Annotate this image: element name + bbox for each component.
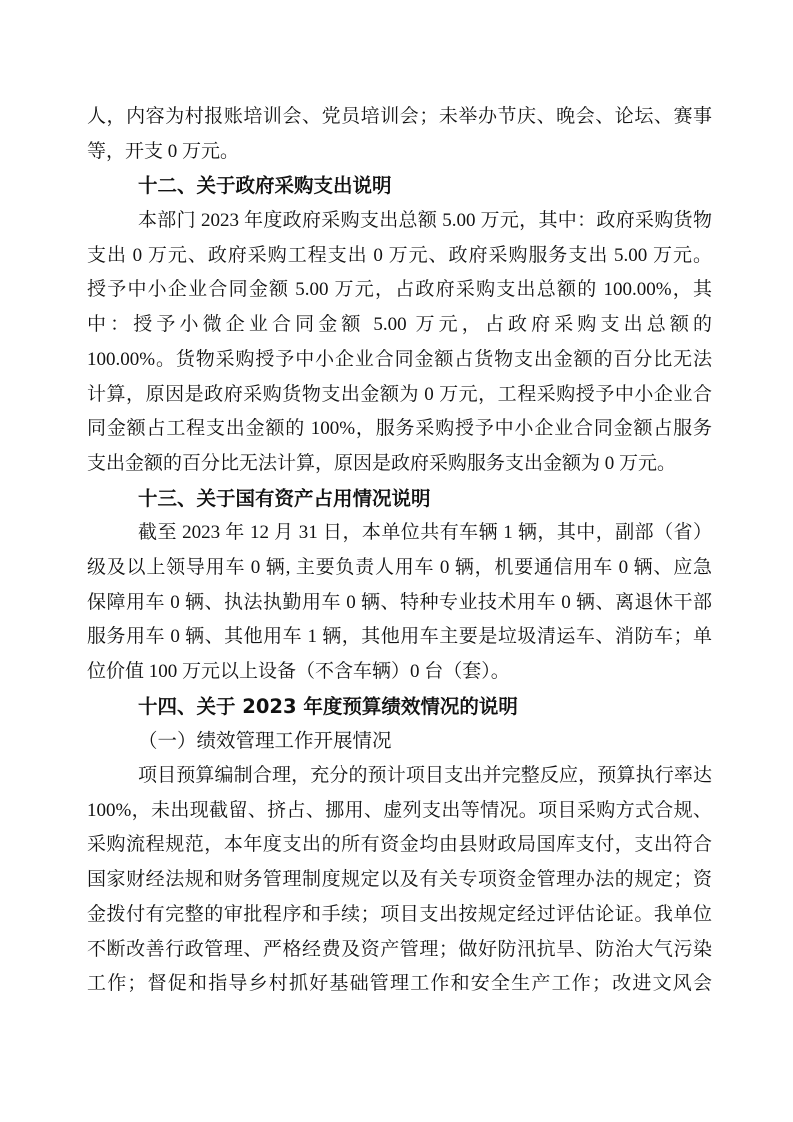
body-line: 位价值 100 万元以上设备（不含车辆）0 台（套）。 [87, 661, 510, 682]
section-heading-14: 十四、关于 2023 年度预算绩效情况的说明 [138, 694, 518, 718]
body-line: 中：授予小微企业合同金额 5.00 万元，占政府采购支出总额的 [87, 314, 712, 336]
section-heading-12: 十二、关于政府采购支出说明 [138, 174, 392, 198]
body-line: 项目预算编制合理，充分的预计项目支出并完整反应，预算执行率达 [138, 765, 712, 787]
body-line: 支出金额的百分比无法计算，原因是政府采购服务支出金额为 0 万元。 [87, 452, 677, 474]
body-line: 不断改善行政管理、严格经费及资产管理；做好防汛抗旱、防治大气污染 [87, 938, 712, 960]
body-line: 保障用车 0 辆、执法执勤用车 0 辆、特种专业技术用车 0 辆、离退休干部 [87, 591, 712, 613]
body-line: 人，内容为村报账培训会、党员培训会；未举办节庆、晚会、论坛、赛事 [87, 106, 712, 127]
body-line: 100.00%。货物采购授予中小企业合同金额占货物支出金额的百分比无法 [87, 348, 712, 370]
body-line: 国家财经法规和财务管理制度规定以及有关专项资金管理办法的规定；资 [87, 869, 712, 891]
body-line: 级及以上领导用车 0 辆, 主要负责人用车 0 辆，机要通信用车 0 辆、应急 [87, 556, 712, 578]
section-heading-13: 十三、关于国有资产占用情况说明 [138, 486, 431, 510]
body-line: 金拨付有完整的审批程序和手续；项目支出按规定经过评估论证。我单位 [87, 903, 712, 925]
body-line: 计算，原因是政府采购货物支出金额为 0 万元，工程采购授予中小企业合 [87, 383, 712, 405]
body-line: 本部门 2023 年度政府采购支出总额 5.00 万元，其中：政府采购货物 [138, 210, 712, 232]
body-line: 工作；督促和指导乡村抓好基础管理工作和安全生产工作；改进文风会 [87, 973, 712, 995]
body-line: 等，开支 0 万元。 [87, 140, 240, 162]
body-line: 采购流程规范，本年度支出的所有资金均由县财政局国库支付，支出符合 [87, 834, 712, 856]
body-line: 支出 0 万元、政府采购工程支出 0 万元、政府采购服务支出 5.00 万元。 [87, 244, 712, 266]
body-line: 服务用车 0 辆、其他用车 1 辆，其他用车主要是垃圾清运车、消防车；单 [87, 626, 712, 648]
page-body-text [87, 100, 712, 1002]
subsection-heading-1: （一）绩效管理工作开展情况 [138, 729, 392, 753]
body-line: 授予中小企业合同金额 5.00 万元，占政府采购支出总额的 100.00%，其 [87, 279, 712, 301]
body-line: 100%，未出现截留、挤占、挪用、虚列支出等情况。项目采购方式合规、 [87, 799, 712, 821]
body-line: 截至 2023 年 12 月 31 日，本单位共有车辆 1 辆，其中，副部（省） [138, 522, 712, 544]
body-line: 同金额占工程支出金额的 100%，服务采购授予中小企业合同金额占服务 [87, 418, 712, 440]
